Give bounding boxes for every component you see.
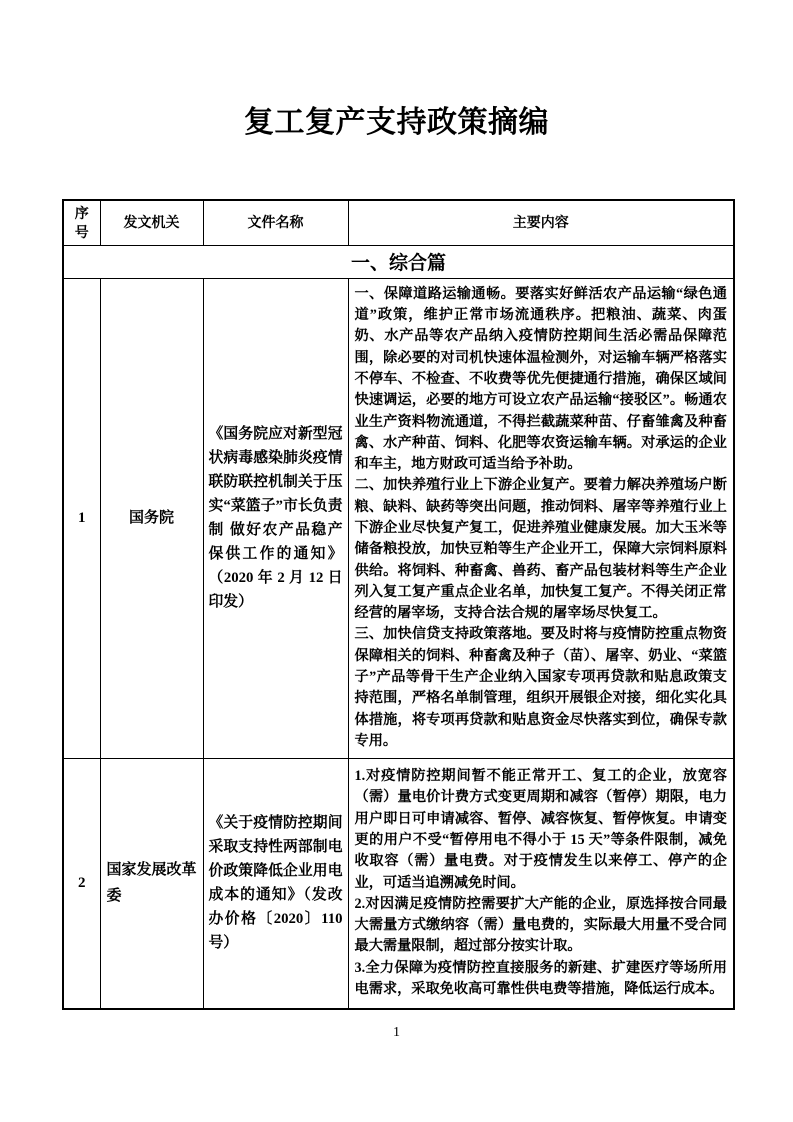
document-name: 《关于疫情防控期间采取支持性两部制电价政策降低企业用电成本的通知》（发改办价格〔2020〕110 号） [203, 758, 348, 1009]
document-name: 《国务院应对新型冠状病毒感染肺炎疫情联防联控机制关于压实“菜篮子”市长负责制 做好农产品稳产保供工作的通知》（2020 年 2 月 12 日印发） [203, 278, 348, 758]
table-row [63, 278, 734, 758]
content-paragraph: 2.对因满足疫情防控需要扩大产能的企业，原选择按合同最大需量方式缴纳容（需）量电费的，实际最大用量不受合同最大需量限制，超过部分按实计取。 [354, 895, 727, 955]
page-title: 复工复产支持政策摘编 [244, 106, 549, 139]
page-number: 1 [393, 1025, 400, 1040]
column-header-doc-name: 文件名称 [203, 200, 348, 245]
issuing-agency: 国务院 [100, 278, 203, 758]
column-header-main-content: 主要内容 [348, 200, 734, 245]
content-paragraph: 一、保障道路运输通畅。要落实好鲜活农产品运输“绿色通道”政策，维护正常市场流通秩序。把粮油、蔬菜、肉蛋奶、水产品等农产品纳入疫情防控期间生活必需品保障范围，除必要的对司机快速体温检测外，对运输车辆严格落实不停车、不检查、不收费等优先便捷通行措施，确保区域间快速调运，必要的地方可设立农产品运输“接驳区”。畅通农业生产资料物流通道，不得拦截蔬菜种苗、仔畜雏禽及种畜禽、水产种苗、饲料、化肥等农资运输车辆。对承运的企业和车主，地方财政可适当给予补助。 [354, 285, 727, 473]
content-paragraph: 三、加快信贷支持政策落地。要及时将与疫情防控重点物资保障相关的饲料、种畜禽及种子（苗）、屠宰、奶业、“菜篮子”产品等骨干生产企业纳入国家专项再贷款和贴息政策支持范围，严格名单制管理，组织开展银企对接，细化实化具体措施，将专项再贷款和贴息资金尽快落实到位，确保专款专用。 [354, 626, 727, 749]
table-row [63, 758, 734, 1009]
table-header-row [63, 200, 734, 245]
main-content-cell [348, 278, 734, 758]
column-header-number: 序号 [63, 200, 100, 245]
row-number: 2 [63, 758, 100, 1009]
issuing-agency: 国家发展改革委 [100, 758, 203, 1009]
main-content-cell [348, 758, 734, 1009]
policy-table [62, 199, 735, 1010]
section-row [63, 245, 734, 278]
content-paragraph: 1.对疫情防控期间暂不能正常开工、复工的企业，放宽容（需）量电价计费方式变更周期和减容（暂停）期限，电力用户即日可申请减容、暂停、减容恢复、暂停恢复。申请变更的用户不受“暂停用电不得小于 15 天”等条件限制，减免收取容（需）量电费。对于疫情发生以来停工、停产的企业，可适当追溯减免时间。 [354, 768, 727, 891]
content-paragraph: 二、加快养殖行业上下游企业复产。要着力解决养殖场户断粮、缺料、缺药等突出问题，推动饲料、屠宰等养殖行业上下游企业尽快复产复工，促进养殖业健康发展。加大玉米等储备粮投放，加快豆粕等生产企业开工，保障大宗饲料原料供给。将饲料、种畜禽、兽药、畜产品包装材料等生产企业列入复工复产重点企业名单，加快复工复产。不得关闭正常经营的屠宰场，支持合法合规的屠宰场尽快复工。 [354, 477, 727, 622]
section-title: 一、综合篇 [63, 245, 734, 278]
column-header-agency: 发文机关 [100, 200, 203, 245]
content-paragraph: 3.全力保障为疫情防控直接服务的新建、扩建医疗等场所用电需求，采取免收高可靠性供电费等措施，降低运行成本。 [354, 959, 727, 998]
row-number: 1 [63, 278, 100, 758]
